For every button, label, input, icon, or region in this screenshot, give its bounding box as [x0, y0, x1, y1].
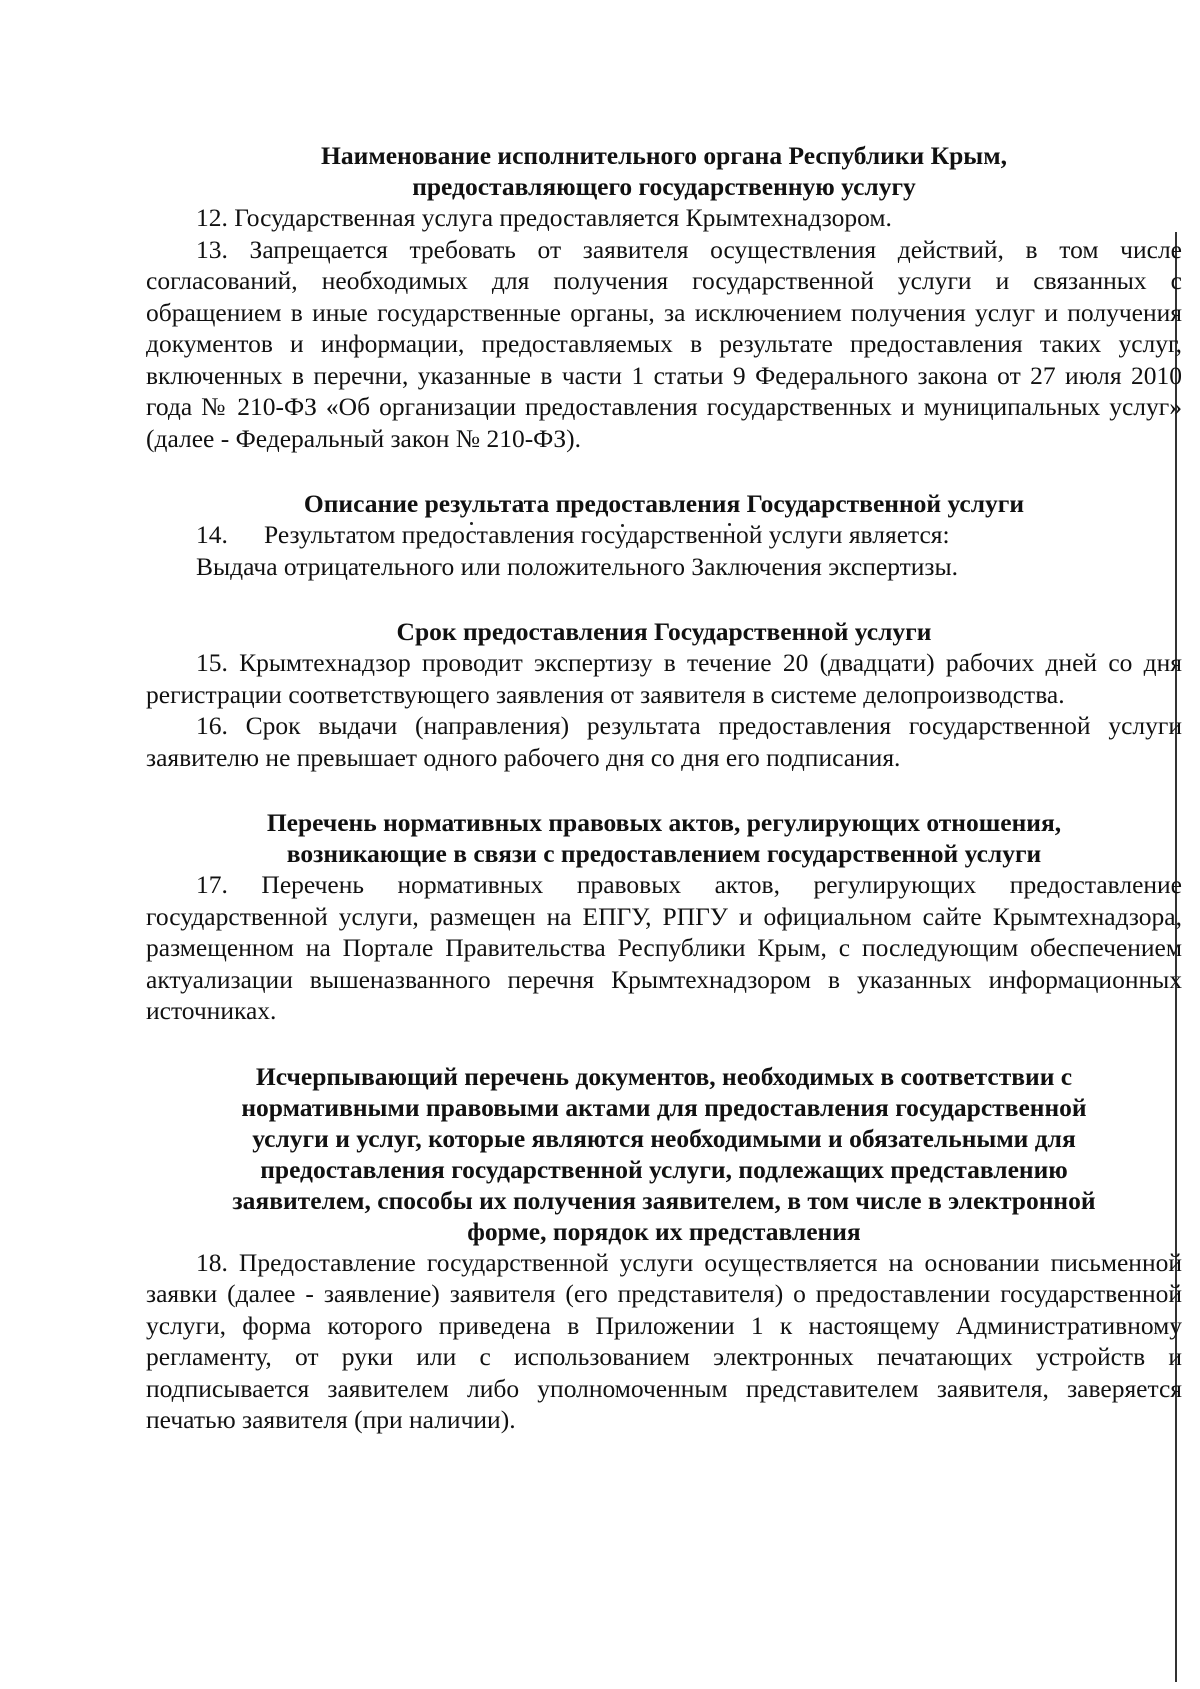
- paragraph-18: 18. Предоставление государственной услуги осуществляется на основании письменной заявки (далее - заявление) заявителя (его представителя) о предоставлении государственной услуги, форма которого приведена в Приложении 1 к настоящему Административному регламенту, от руки или с использованием электронных печатающих устройств и подписывается заявителем либо уполномоченным представителем заявителя, заверяется печатью заявителя (при наличии).: [146, 1247, 1182, 1434]
- paragraph-16: 16. Срок выдачи (направления) результата предоставления государственной услуги заявителю не превышает одного рабочего дня со дня его подписания.: [146, 711, 1182, 772]
- paragraph-14-result: Выдача отрицательного или положительного Заключения экспертизы.: [196, 551, 958, 581]
- section-heading-line: предоставления государственной услуги, подлежащих представлению: [260, 1154, 1068, 1184]
- section-heading-line: Описание результата предоставления Государственной услуги: [303, 489, 1025, 518]
- section-heading-line: Срок предоставления Государственной услуги: [396, 617, 932, 646]
- section-heading-line: услуги и услуг, которые являются необходимыми и обязательными для: [252, 1123, 1076, 1153]
- item-number: 14.: [196, 520, 228, 549]
- section-service-term: [146, 616, 1182, 773]
- item-text: Результатом предоставления государственной услуги является:: [264, 520, 950, 549]
- section-result-description: [146, 488, 1182, 582]
- section-heading-line: заявителем, способы их получения заявителем, в том числе в электронной: [232, 1185, 1096, 1215]
- section-heading-line: предоставляющего государственную услугу: [412, 172, 916, 201]
- paragraph-12: 12. Государственная услуга предоставляется Крымтехнадзором.: [196, 203, 892, 232]
- paragraph-14: [146, 519, 1182, 551]
- paragraph-17: 17. Перечень нормативных правовых актов, регулирующих предоставление государственной услуги, размещен на ЕПГУ, РПГУ и официальном сайте Крымтехнадзора, размещенном на Портале Правительства Республики Крым, с последующим обеспечением актуализации вышеназванного перечня Крымтехнадзором в указанных информационных источниках.: [146, 870, 1182, 1025]
- section-heading-line: возникающие в связи с предоставлением государственной услуги: [286, 839, 1042, 868]
- paragraph-15: 15. Крымтехнадзор проводит экспертизу в течение 20 (двадцати) рабочих дней со дня регистрации соответствующего заявления от заявителя в системе делопроизводства.: [146, 648, 1182, 709]
- section-documents-list: [146, 1061, 1182, 1436]
- section-legal-acts: [146, 807, 1182, 1027]
- section-heading-line: форме, порядок их представления: [467, 1216, 861, 1246]
- section-heading-line: Перечень нормативных правовых актов, регулирующих отношения,: [266, 808, 1062, 837]
- paragraph-13: 13. Запрещается требовать от заявителя осуществления действий, в том числе согласований, необходимых для получения государственной услуги и связанных с обращением в иные государственные органы, за исключением получения услуг и получения документов и информации, предоставляемых в результате предоставления таких услуг, включенных в перечни, указанные в части 1 статьи 9 Федерального закона от 27 июля 2010 года № 210-ФЗ «Об организации предоставления государственных и муниципальных услуг» (далее - Федеральный закон № 210-ФЗ).: [146, 234, 1182, 453]
- section-heading-line: нормативными правовыми актами для предоставления государственной: [241, 1092, 1087, 1122]
- section-heading-line: Наименование исполнительного органа Республики Крым,: [321, 141, 1007, 170]
- section-executive-body: [146, 140, 1182, 454]
- section-heading-line: Исчерпывающий перечень документов, необходимых в соответствии с: [255, 1061, 1073, 1091]
- document-page: [146, 140, 1182, 1436]
